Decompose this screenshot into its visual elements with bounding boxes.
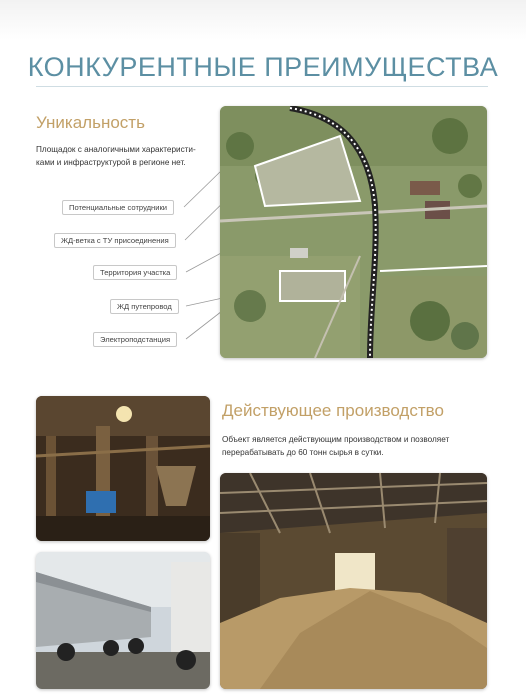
label-potential-employees: Потенциальные сотрудники (62, 200, 174, 215)
production-description (222, 433, 449, 459)
production-description-line-2: перерабатывать до 60 тонн сырья в сутки. (222, 448, 384, 457)
uniqueness-description-line-1: Площадок с аналогичными характеристи- (36, 145, 196, 154)
uniqueness-description-line-2: ками и инфраструктурой в регионе нет. (36, 158, 186, 167)
label-power-substation: Электроподстанция (93, 332, 177, 347)
label-site-territory: Территория участка (93, 265, 177, 280)
warehouse-grain-photo (220, 473, 487, 689)
leader-line-employees (184, 170, 222, 207)
title-divider (36, 86, 488, 87)
uniqueness-heading: Уникальность (36, 113, 145, 132)
label-railway-branch: ЖД-ветка с ТУ присоединения (54, 233, 176, 248)
uniqueness-description (36, 143, 196, 169)
label-railway-overpass: ЖД путепровод (110, 299, 179, 314)
top-fade (0, 0, 526, 40)
grain-trucks-photo (36, 552, 210, 689)
production-heading: Действующее производство (222, 401, 444, 420)
page-title: КОНКУРЕНТНЫЕ ПРЕИМУЩЕСТВА (27, 52, 499, 82)
factory-machinery-photo (36, 396, 210, 541)
production-description-line-1: Объект является действующим производством и позволяет (222, 435, 450, 444)
aerial-site-photo (220, 106, 487, 358)
